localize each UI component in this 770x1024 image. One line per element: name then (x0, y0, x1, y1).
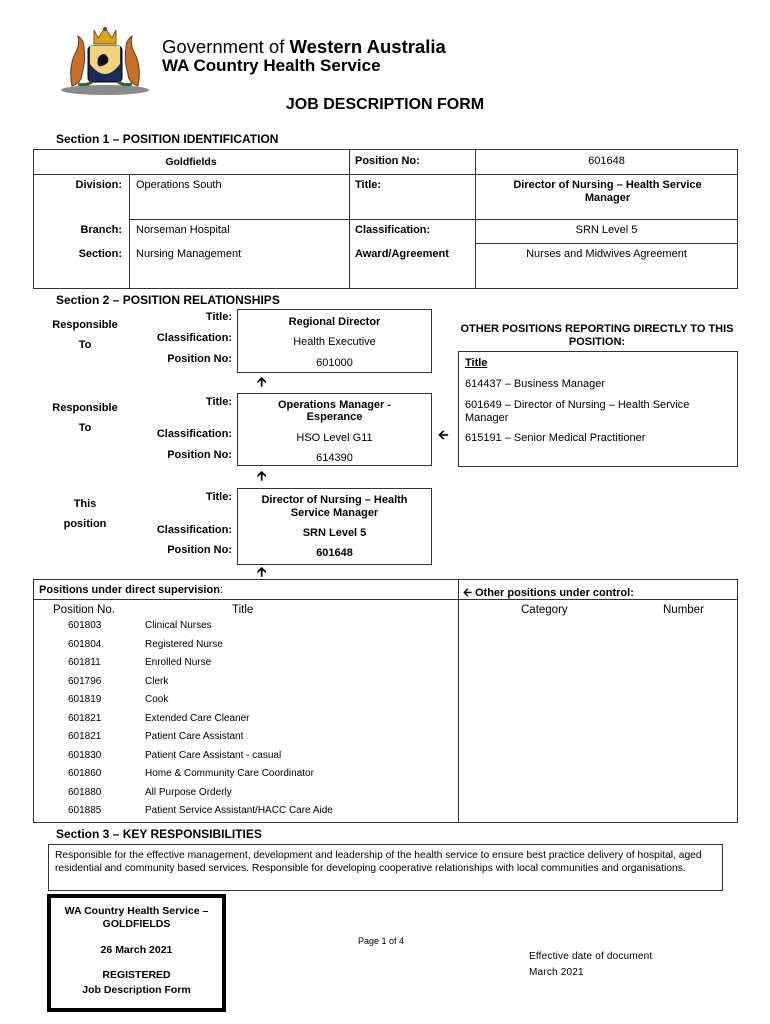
other-position-3: 615191 – Senior Medical Practitioner (465, 432, 646, 444)
region-name: Goldfields (165, 156, 217, 168)
box3-classification: SRN Level 5 (302, 527, 367, 539)
effective-date-label: Effective date of document (529, 951, 653, 962)
division-label: Division: (75, 179, 122, 191)
box2-classification: HSO Level G11 (296, 432, 373, 444)
supervision-heading: Positions under direct supervision: (39, 584, 223, 596)
division-value: Operations South (136, 179, 222, 191)
box1-title: Regional Director (288, 316, 381, 328)
government-prefix: Government of (162, 36, 290, 57)
stamp-date: 26 March 2021 (100, 944, 173, 956)
responsible-to-2: Responsible To (52, 402, 118, 434)
section2-heading: Section 2 – POSITION RELATIONSHIPS (56, 293, 280, 307)
award-label: Award/Agreement (355, 248, 449, 260)
form-title: JOB DESCRIPTION FORM (285, 96, 485, 113)
box1-position-no: 601000 (316, 357, 353, 369)
box3-classification-label: Classification: (156, 524, 232, 536)
box1-classification-label: Classification: (156, 332, 232, 344)
other-position-1: 614437 – Business Manager (465, 378, 606, 390)
branch-value: Norseman Hospital (136, 224, 230, 236)
classification-label: Classification: (355, 224, 431, 236)
section-value: Nursing Management (136, 248, 242, 260)
col-position-no-header: Position No. (53, 604, 116, 616)
section-label: Section: (78, 248, 122, 260)
title-value: Director of Nursing – Health Service Manager (513, 179, 702, 204)
box3-position-no-label: Position No: (167, 544, 232, 556)
col-title-header: Title (232, 604, 254, 616)
position-no-value: 601648 (588, 155, 625, 167)
other-positions-heading: OTHER POSITIONS REPORTING DIRECTLY TO THIS POSITION: (460, 323, 734, 348)
up-arrow-icon: 🡩 (257, 374, 267, 389)
box2-position-no-label: Position No: (167, 449, 232, 461)
box3-title: Director of Nursing – Health Service Manager (261, 494, 408, 519)
up-arrow-icon: 🡩 (257, 564, 267, 579)
position-no-label: Position No: (355, 155, 420, 167)
box2-title-label: Title: (205, 396, 232, 408)
box1-title-label: Title: (205, 311, 232, 323)
other-positions-title-label: Title (465, 357, 488, 369)
box2-classification-label: Classification: (156, 428, 232, 440)
other-position-2: 601649 – Director of Nursing – Health Service Manager (465, 399, 690, 424)
stamp-registered: REGISTERED (102, 969, 171, 981)
box2-title: Operations Manager - Esperance (277, 399, 392, 423)
left-arrow-icon: 🡨 (438, 427, 449, 442)
section3-heading: Section 3 – KEY RESPONSIBILITIES (56, 827, 262, 841)
supervision-rows: 601803 Clinical Nurses 601804 Registered Nurse 601811 Enrolled Nurse 601796 Clerk 601819 Cook 601821 Extended Care Cleaner 601821 Patient Care Assistant 601830 Patient Care Assistant - casual 601860 Home & Community Care Coordinator 601880 All Purpose Orderly 601885 Patient Service Assistant/HACC Care Aide (68, 620, 333, 816)
service-name: WA Country Health Service (162, 56, 381, 75)
section1-heading: Section 1 – POSITION IDENTIFICATION (56, 132, 279, 146)
responsibilities-text: Responsible for the effective management, development and leadership of the health service to ensure best practice delivery of hospital, aged residential and community based services. Responsible for developing cooperative relationships with local communities and organisations. (55, 850, 702, 874)
stamp-form: Job Description Form (82, 984, 191, 996)
title-label: Title: (355, 179, 382, 191)
this-position-label: This position (63, 498, 107, 530)
responsible-to-1: Responsible To (52, 319, 118, 351)
government-title (162, 37, 446, 57)
branch-label: Branch: (80, 224, 122, 236)
award-value: Nurses and Midwives Agreement (526, 248, 687, 260)
stamp-service: WA Country Health Service – GOLDFIELDS (64, 905, 209, 930)
col-category-header: Category (521, 604, 568, 616)
other-control-heading: 🡨 Other positions under control: (463, 587, 634, 599)
box2-position-no: 614390 (316, 452, 353, 464)
box3-title-label: Title: (205, 491, 232, 503)
box3-position-no: 601648 (316, 547, 353, 559)
box1-position-no-label: Position No: (167, 353, 232, 365)
col-number-header: Number (663, 604, 704, 616)
government-state: Western Australia (289, 36, 446, 57)
classification-value: SRN Level 5 (575, 224, 638, 236)
up-arrow-icon: 🡩 (257, 468, 267, 483)
box1-classification: Health Executive (293, 336, 376, 348)
effective-date-value: March 2021 (529, 967, 584, 978)
page-number: Page 1 of 4 (358, 936, 405, 946)
wa-crest-logo (56, 24, 154, 96)
